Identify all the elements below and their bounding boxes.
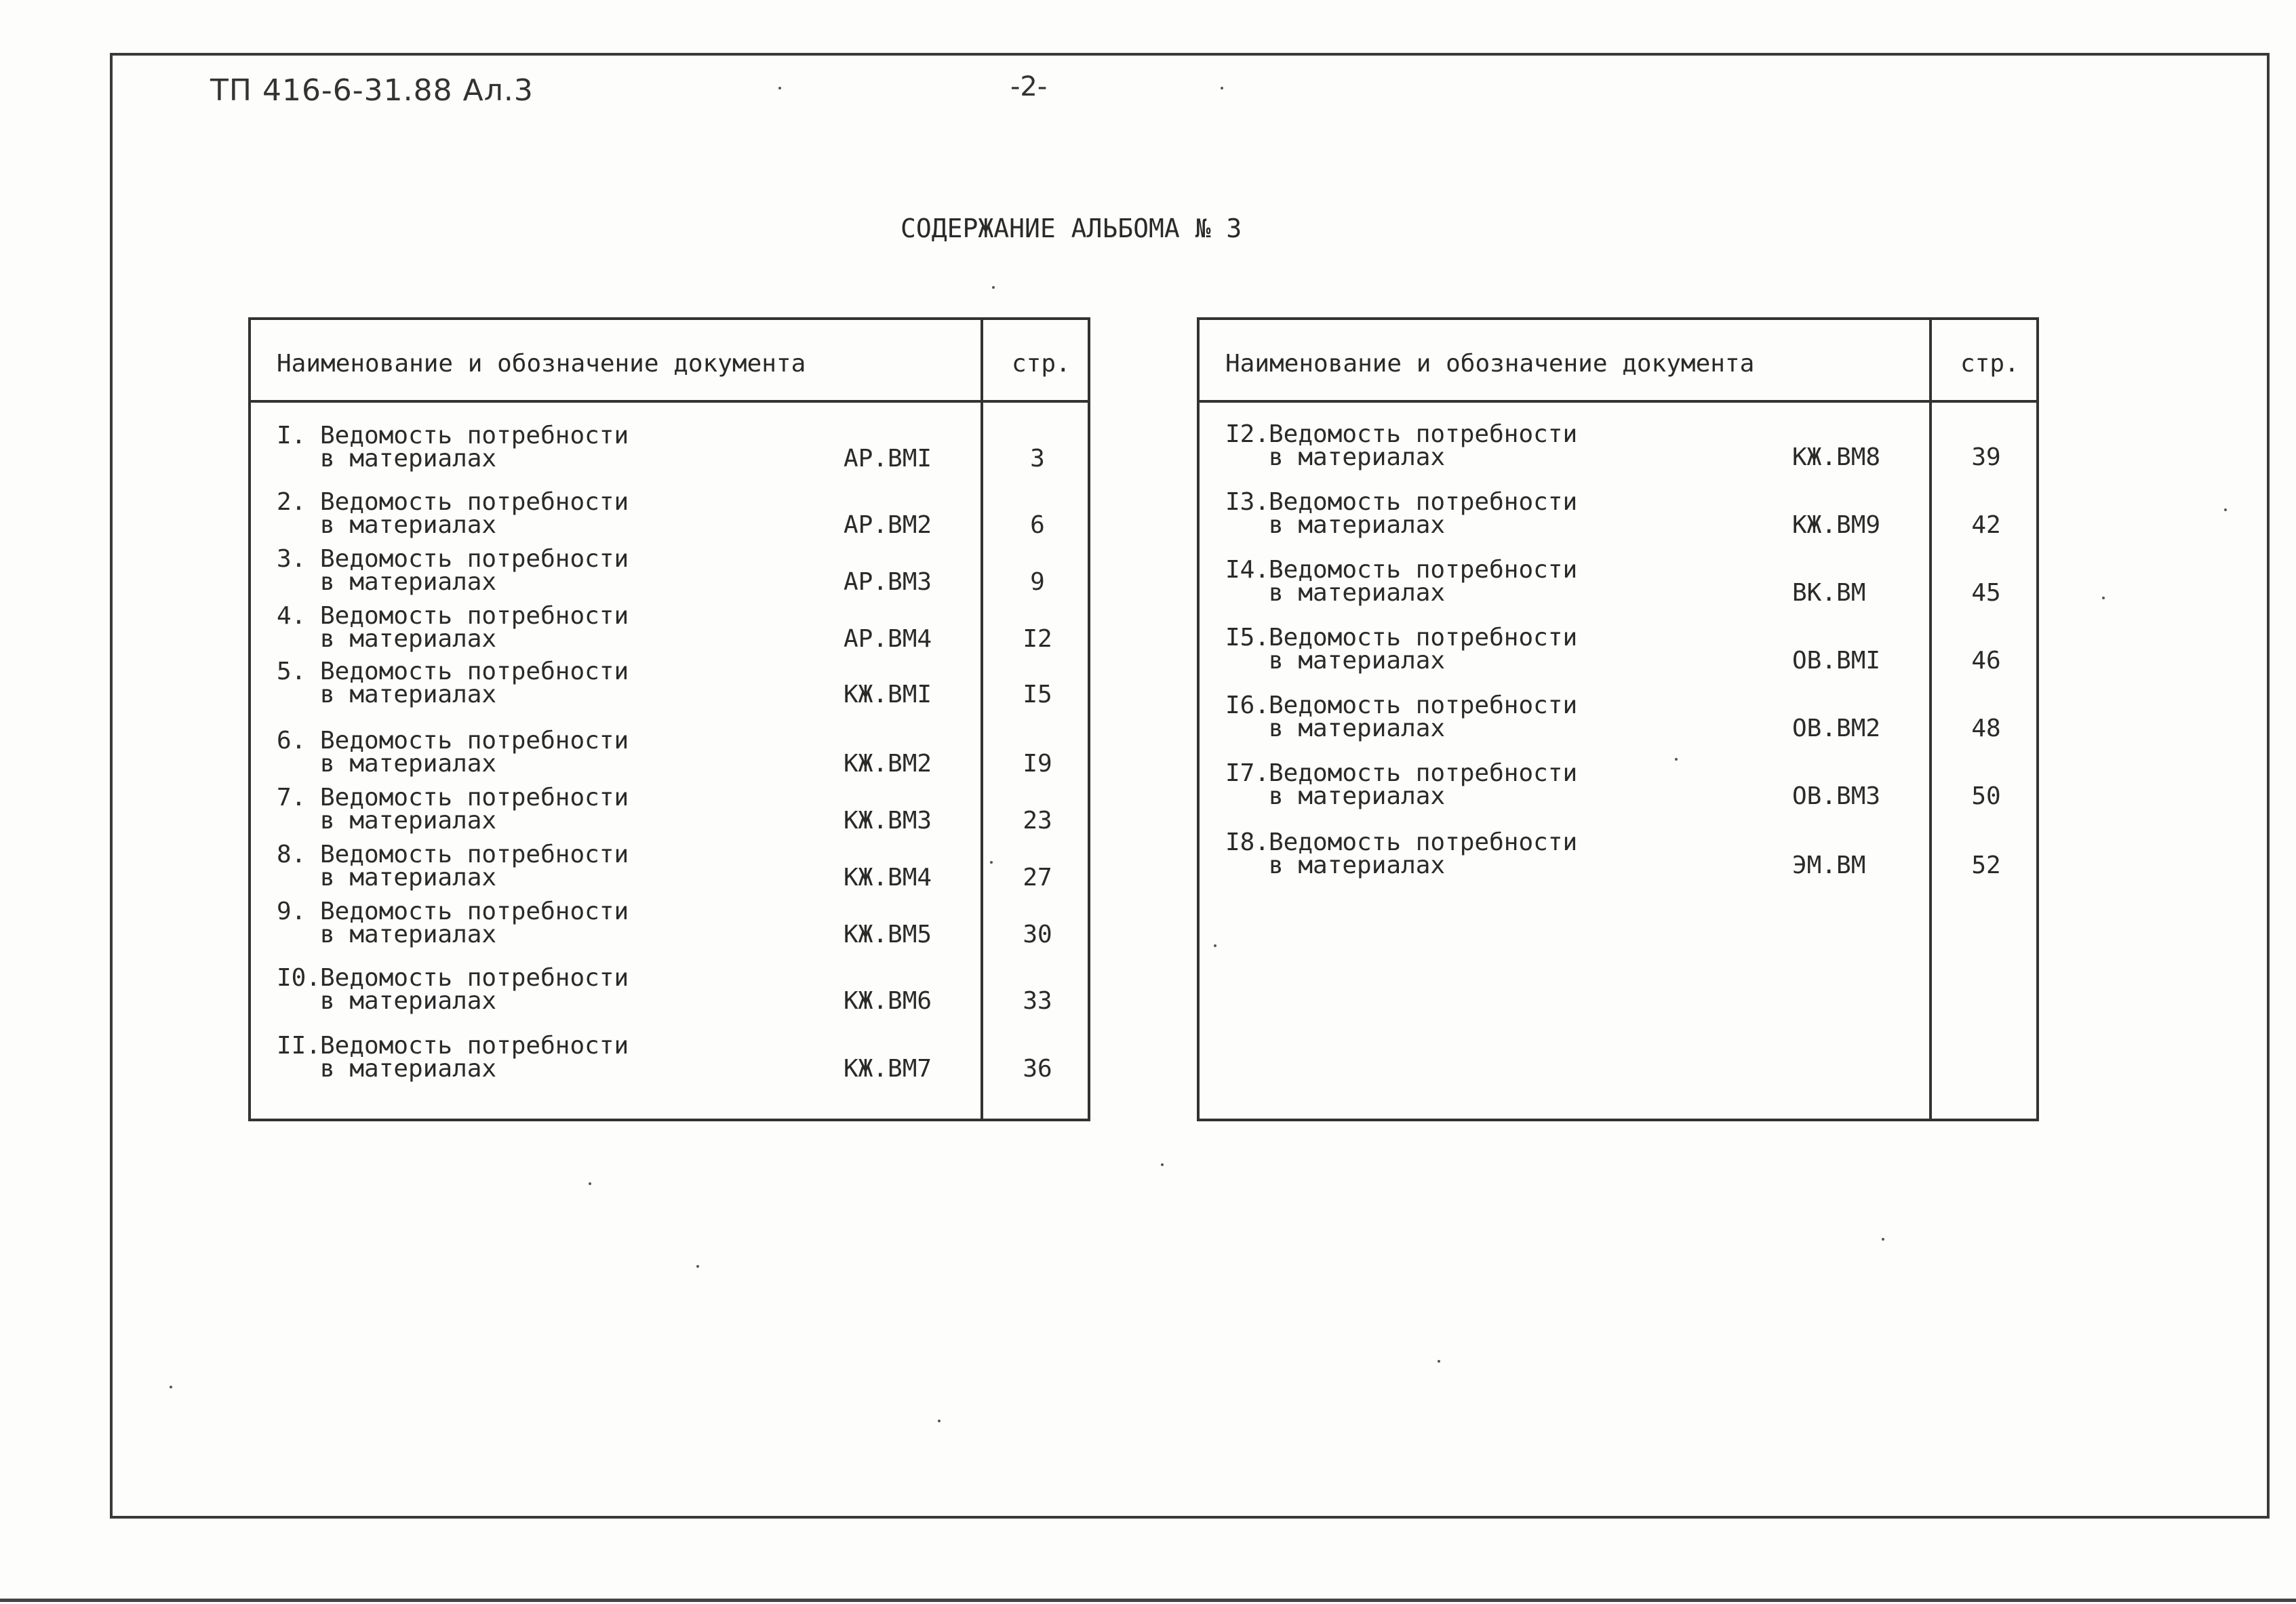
- entry-page: I5: [1023, 681, 1052, 708]
- entry-code: КЖ.ВМ7: [844, 1055, 932, 1083]
- entry-code: КЖ.ВМ3: [844, 807, 932, 835]
- entry-code: КЖ.ВМI: [844, 681, 932, 708]
- toc-entry: [251, 727, 1088, 778]
- scan-speck: [696, 1265, 699, 1268]
- entry-subtitle: в материалах: [1269, 511, 1446, 539]
- entry-page: 3: [1030, 445, 1045, 473]
- entry-page: 39: [1971, 443, 2001, 471]
- entry-title: Ведомость потребности: [320, 488, 629, 516]
- entry-page: 52: [1971, 851, 2001, 879]
- scan-speck: [1675, 758, 1678, 761]
- entry-page: 27: [1023, 864, 1052, 891]
- header-divider: [1200, 400, 2036, 403]
- entry-number: 7.: [277, 784, 306, 811]
- toc-entry: [251, 545, 1088, 596]
- entry-page: 6: [1030, 511, 1045, 539]
- entry-code: ВК.ВМ: [1792, 579, 1866, 607]
- entry-title: Ведомость потребности: [320, 1032, 629, 1060]
- entry-subtitle: в материалах: [320, 807, 497, 835]
- toc-entry: [251, 841, 1088, 891]
- entry-subtitle: в материалах: [320, 625, 497, 653]
- entry-code: КЖ.ВМ9: [1792, 511, 1881, 539]
- entry-code: ОВ.ВМ2: [1792, 715, 1881, 742]
- header-document-name: Наименование и обозначение документа: [1225, 350, 1755, 378]
- scan-speck: [589, 1182, 591, 1185]
- toc-entry: [1200, 759, 2036, 810]
- page-number: -2-: [1010, 71, 1048, 102]
- toc-entry: [251, 422, 1088, 473]
- entry-number: 5.: [277, 658, 306, 685]
- entry-title: Ведомость потребности: [320, 545, 629, 573]
- entry-subtitle: в материалах: [320, 864, 497, 891]
- toc-entry: [1200, 488, 2036, 539]
- entry-subtitle: в материалах: [1269, 647, 1446, 675]
- toc-entry: [1200, 828, 2036, 879]
- header-page: стр.: [1960, 350, 2019, 378]
- entry-number: I4.: [1225, 556, 1270, 584]
- entry-title: Ведомость потребности: [1269, 828, 1578, 856]
- scan-speck: [1882, 1238, 1884, 1241]
- entry-subtitle: в материалах: [320, 987, 497, 1015]
- entry-number: I.: [277, 422, 306, 449]
- toc-entry: [251, 1032, 1088, 1083]
- entry-code: КЖ.ВМ8: [1792, 443, 1881, 471]
- entry-subtitle: в материалах: [320, 750, 497, 778]
- toc-entry: [1200, 691, 2036, 742]
- entry-subtitle: в материалах: [320, 1055, 497, 1083]
- entry-title: Ведомость потребности: [320, 602, 629, 630]
- entry-page: 9: [1030, 568, 1045, 596]
- toc-entry: [251, 488, 1088, 539]
- entry-number: 4.: [277, 602, 306, 630]
- entry-page: 42: [1971, 511, 2001, 539]
- entry-code: КЖ.ВМ5: [844, 921, 932, 948]
- scan-speck: [170, 1386, 172, 1388]
- toc-entry: [251, 658, 1088, 708]
- toc-entry: [251, 898, 1088, 948]
- entry-subtitle: в материалах: [320, 445, 497, 473]
- entry-code: АР.ВМ3: [844, 568, 932, 596]
- entry-title: Ведомость потребности: [1269, 488, 1578, 516]
- entry-code: ОВ.ВМI: [1792, 647, 1881, 675]
- entry-subtitle: в материалах: [1269, 851, 1446, 879]
- entry-code: АР.ВМ2: [844, 511, 932, 539]
- entry-code: КЖ.ВМ2: [844, 750, 932, 778]
- toc-entry: [1200, 556, 2036, 607]
- entry-number: 3.: [277, 545, 306, 573]
- entry-number: I3.: [1225, 488, 1270, 516]
- entry-title: Ведомость потребности: [1269, 691, 1578, 719]
- entry-number: 8.: [277, 841, 306, 868]
- entry-subtitle: в материалах: [320, 568, 497, 596]
- entry-code: ОВ.ВМ3: [1792, 782, 1881, 810]
- entry-page: 50: [1971, 782, 2001, 810]
- entry-number: I7.: [1225, 759, 1270, 787]
- entry-number: 9.: [277, 898, 306, 925]
- header-document-name: Наименование и обозначение документа: [277, 350, 806, 378]
- entry-number: I5.: [1225, 624, 1270, 651]
- toc-entry: [1200, 624, 2036, 675]
- entry-title: Ведомость потребности: [320, 898, 629, 925]
- entry-number: I8.: [1225, 828, 1270, 856]
- entry-code: АР.ВМ4: [844, 625, 932, 653]
- scan-speck: [1214, 944, 1216, 947]
- entry-title: Ведомость потребности: [1269, 420, 1578, 448]
- entry-title: Ведомость потребности: [1269, 759, 1578, 787]
- scan-speck: [1221, 87, 1223, 89]
- entry-code: КЖ.ВМ6: [844, 987, 932, 1015]
- header-divider: [251, 400, 1088, 403]
- entry-number: 2.: [277, 488, 306, 516]
- entry-page: 30: [1023, 921, 1052, 948]
- entry-subtitle: в материалах: [1269, 782, 1446, 810]
- entry-subtitle: в материалах: [1269, 715, 1446, 742]
- scan-speck: [2224, 508, 2227, 511]
- toc-entry: [251, 784, 1088, 835]
- entry-number: I6.: [1225, 691, 1270, 719]
- entry-page: 48: [1971, 715, 2001, 742]
- entry-subtitle: в материалах: [320, 511, 497, 539]
- entry-subtitle: в материалах: [320, 681, 497, 708]
- entry-number: 6.: [277, 727, 306, 755]
- entry-number: II.: [277, 1032, 321, 1060]
- scan-speck: [990, 861, 993, 864]
- toc-entry: [251, 602, 1088, 653]
- contents-table-left: [248, 317, 1090, 1121]
- entry-number: I0.: [277, 964, 321, 992]
- scan-speck: [2102, 597, 2105, 599]
- document-stamp: ТП 416-6-31.88 Ал.3: [210, 73, 534, 108]
- entry-title: Ведомость потребности: [320, 727, 629, 755]
- entry-page: 23: [1023, 807, 1052, 835]
- entry-title: Ведомость потребности: [320, 658, 629, 685]
- entry-code: ЭМ.ВМ: [1792, 851, 1866, 879]
- entry-title: Ведомость потребности: [320, 964, 629, 992]
- entry-number: I2.: [1225, 420, 1270, 448]
- entry-page: 45: [1971, 579, 2001, 607]
- entry-page: I2: [1023, 625, 1052, 653]
- entry-page: I9: [1023, 750, 1052, 778]
- entry-subtitle: в материалах: [320, 921, 497, 948]
- album-contents-title: СОДЕРЖАНИЕ АЛЬБОМА № 3: [900, 214, 1242, 243]
- entry-code: АР.ВМI: [844, 445, 932, 473]
- entry-page: 33: [1023, 987, 1052, 1015]
- entry-code: КЖ.ВМ4: [844, 864, 932, 891]
- contents-table-right: [1197, 317, 2039, 1121]
- entry-subtitle: в материалах: [1269, 579, 1446, 607]
- toc-entry: [251, 964, 1088, 1015]
- scan-speck: [1438, 1360, 1440, 1363]
- scan-speck: [938, 1420, 941, 1422]
- toc-entry: [1200, 420, 2036, 471]
- scan-speck: [992, 286, 995, 289]
- header-page: стр.: [1012, 350, 1071, 378]
- entry-title: Ведомость потребности: [320, 784, 629, 811]
- entry-subtitle: в материалах: [1269, 443, 1446, 471]
- entry-title: Ведомость потребности: [1269, 556, 1578, 584]
- entry-title: Ведомость потребности: [1269, 624, 1578, 651]
- entry-page: 46: [1971, 647, 2001, 675]
- entry-title: Ведомость потребности: [320, 841, 629, 868]
- entry-page: 36: [1023, 1055, 1052, 1083]
- entry-title: Ведомость потребности: [320, 422, 629, 449]
- scan-speck: [778, 87, 781, 89]
- scan-speck: [1161, 1163, 1164, 1166]
- scan-edge-line: [0, 1599, 2296, 1602]
